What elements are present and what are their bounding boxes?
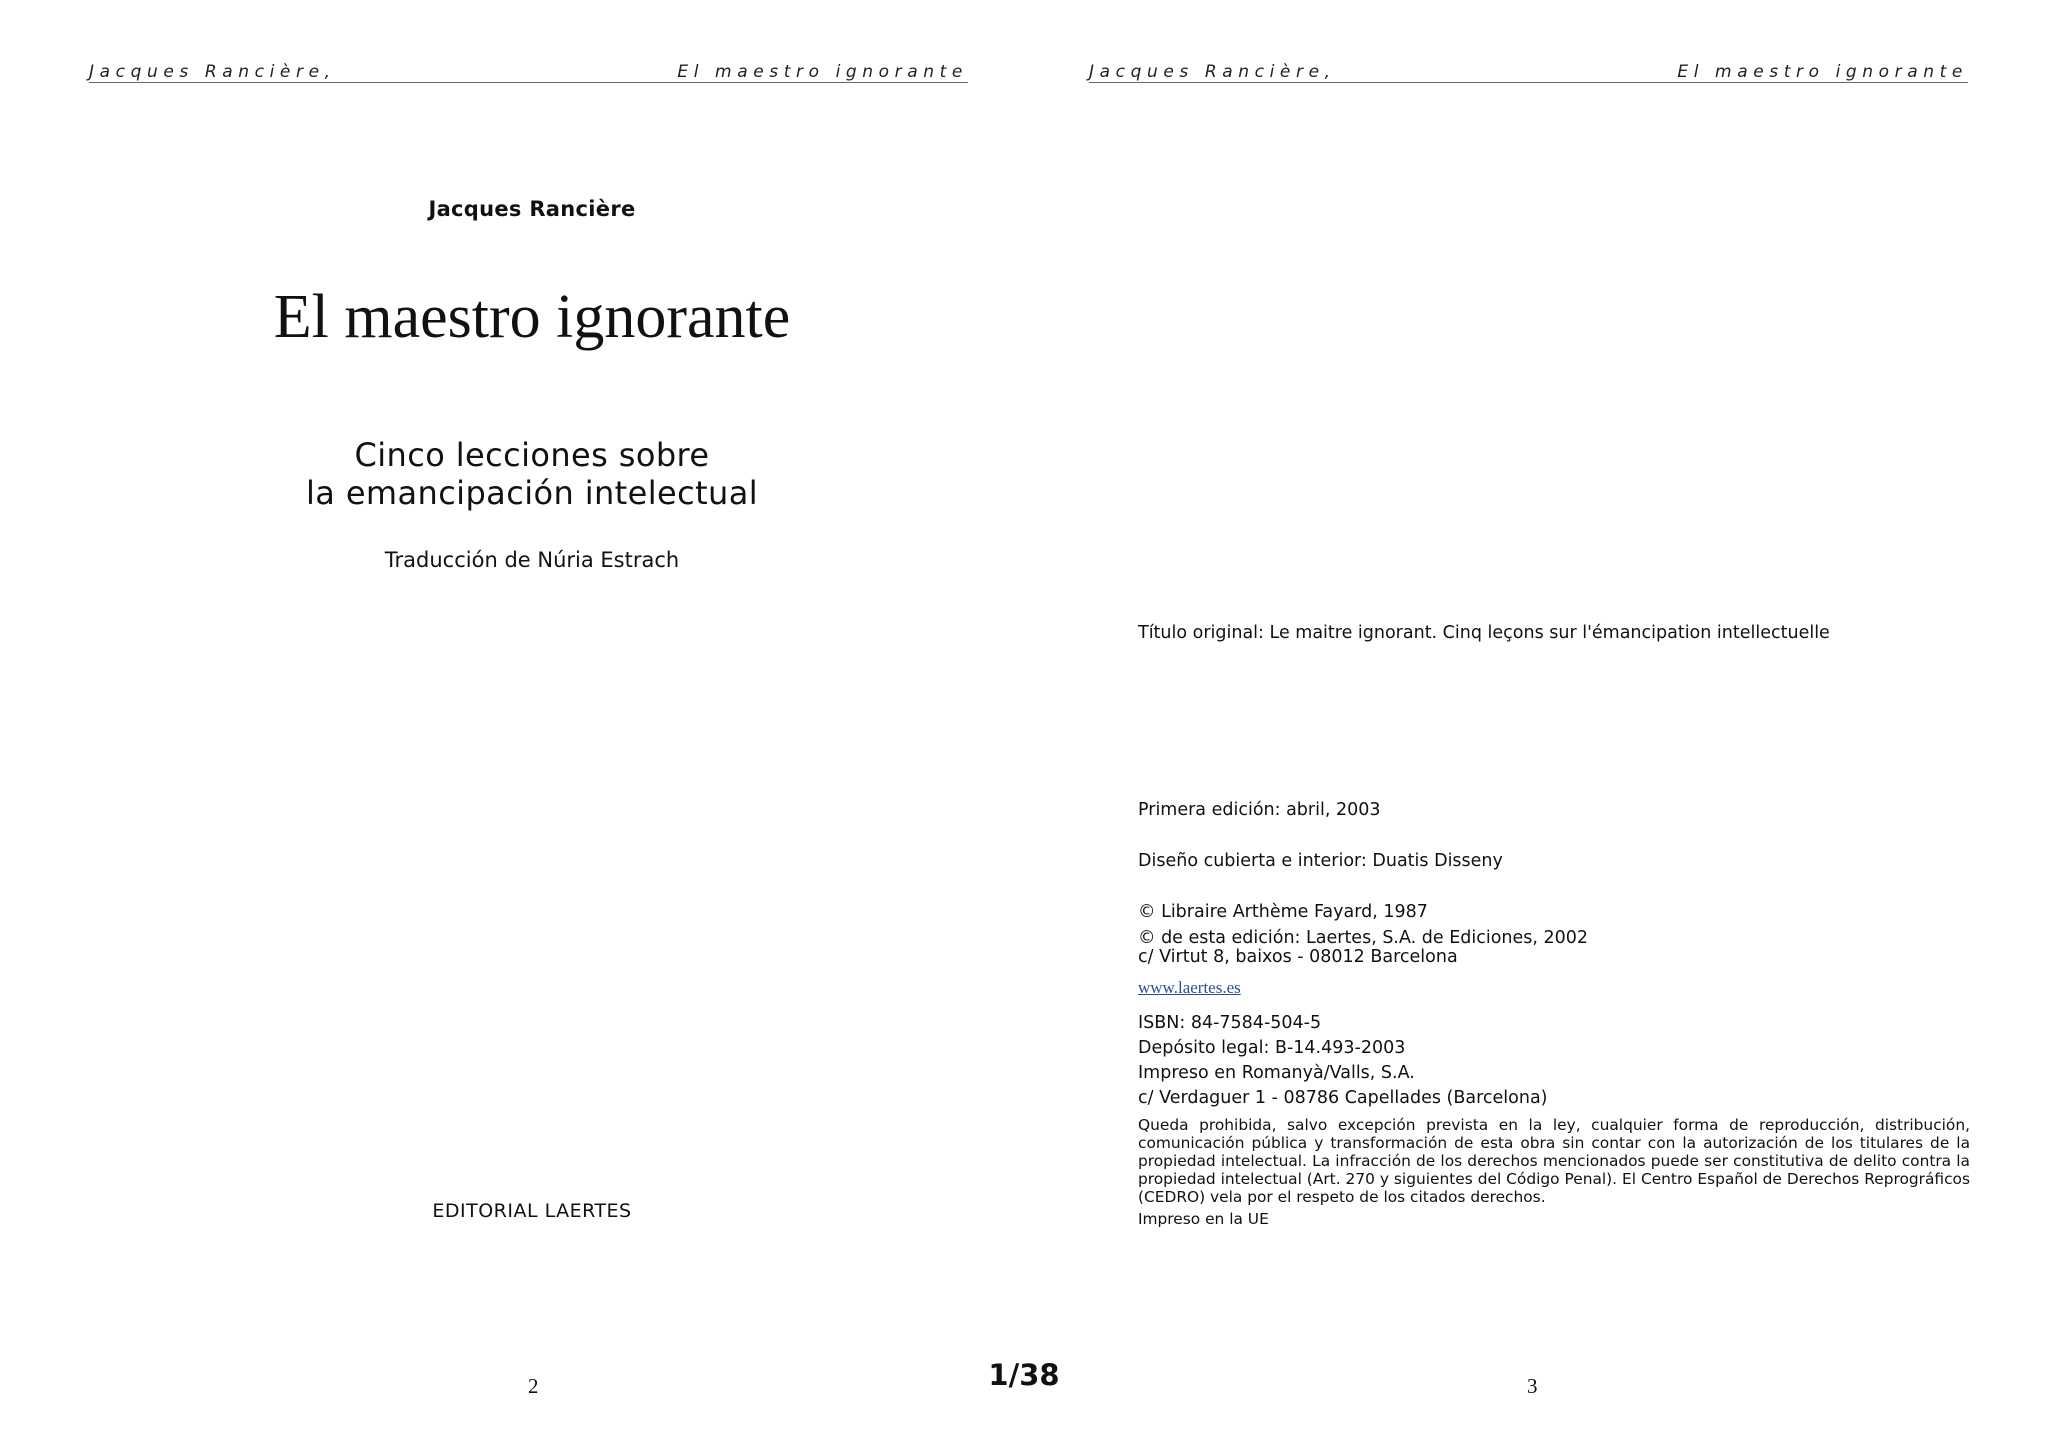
publisher-website-link[interactable]: www.laertes.es [1138,978,1241,997]
copyright-original: © Libraire Arthème Fayard, 1987 [1138,902,1428,922]
printer-address: c/ Verdaguer 1 - 08786 Capellades (Barcelona) [1138,1088,1548,1108]
book-title: El maestro ignorante [273,283,791,351]
legal-notice: Queda prohibida, salvo excepción prevista en la ley, cualquier forma de reproducción, distribución, comunicación pública y transformación de esta obra sin contar con la autorización de los titulares de la propiedad intelectual. La infracción de los derechos mencionados puede ser constitutiva de delito contra la propiedad intelectual (Art. 270 y siguientes del Código Penal). El Centro Español de Derechos Reprográficos (CEDRO) vela por el respeto de los citados derechos. [1138,1116,1970,1206]
publisher-name: EDITORIAL LAERTES [432,1200,632,1222]
page-number-left: 2 [528,1374,539,1398]
header-author: Jacques Rancière, [89,62,336,82]
publisher-address: c/ Virtut 8, baixos - 08012 Barcelona [1138,947,1458,967]
page-counter: 1/38 [988,1358,1060,1392]
page-number-right: 3 [1527,1374,1538,1398]
header-author: Jacques Rancière, [1089,62,1336,82]
header-title: El maestro ignorante [677,62,968,82]
copyright-edition: © de esta edición: Laertes, S.A. de Ediciones, 2002 [1138,928,1589,948]
printer: Impreso en Romanyà/Valls, S.A. [1138,1063,1415,1083]
translator-credit: Traducción de Núria Estrach [384,548,680,572]
design-credit: Diseño cubierta e interior: Duatis Disseny [1138,851,1503,871]
isbn: ISBN: 84-7584-504-5 [1138,1013,1322,1033]
book-author: Jacques Rancière [428,197,636,221]
first-edition: Primera edición: abril, 2003 [1138,800,1381,820]
printed-in: Impreso en la UE [1138,1210,1269,1228]
header-title: El maestro ignorante [1677,62,1968,82]
original-title: Título original: Le maitre ignorant. Cinq leçons sur l'émancipation intellectuelle [1138,623,1830,643]
subtitle-line-1: Cinco lecciones sobre [354,436,710,474]
book-subtitle [0,436,1064,512]
subtitle-line-2: la emancipación intelectual [305,474,759,512]
right-page [1064,0,2048,1448]
legal-deposit: Depósito legal: B-14.493-2003 [1138,1038,1406,1058]
